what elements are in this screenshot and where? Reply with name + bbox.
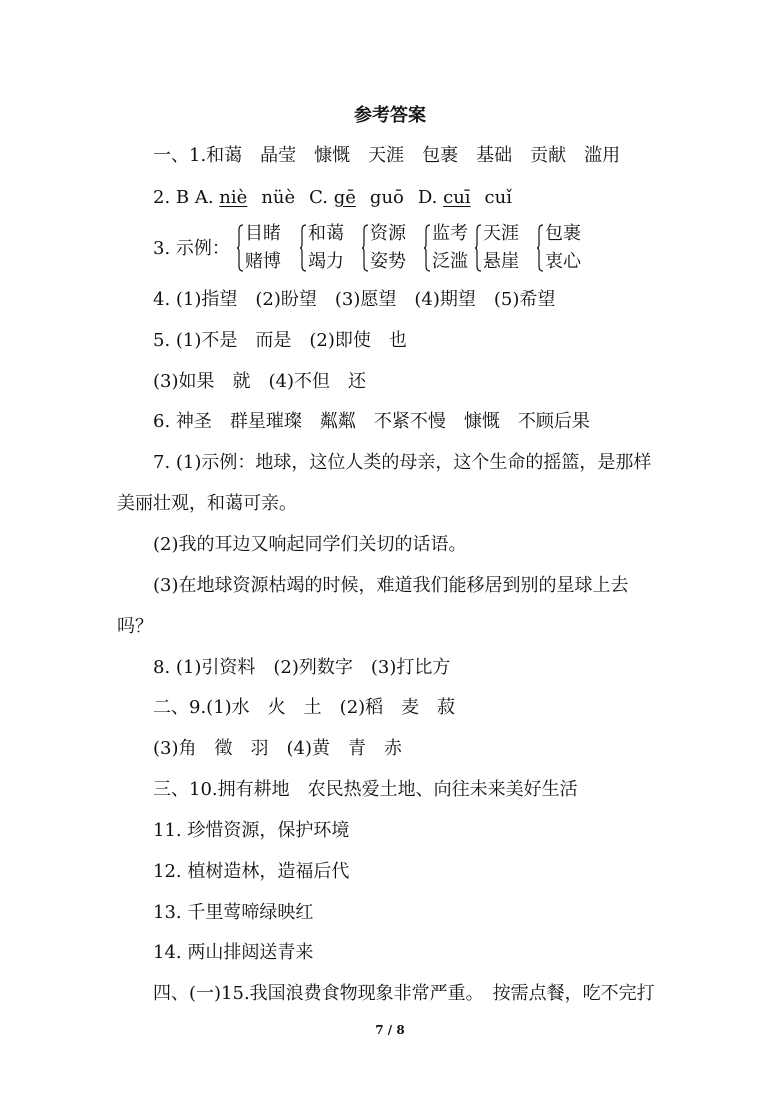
q3-word-bottom: 悬崖	[483, 251, 519, 272]
brace-icon	[475, 224, 481, 272]
q3-word-top: 资源	[370, 223, 406, 244]
q2-a2: nüè	[261, 187, 296, 208]
answer-q7-line5: 吗？	[117, 616, 153, 637]
q2-c2: guō	[369, 187, 404, 208]
q2-c1: gē	[333, 187, 356, 208]
q3-word-top: 目睹	[245, 223, 281, 244]
answer-q12: 12. 植树造林，造福后代	[153, 861, 350, 882]
q2-c-label: C.	[309, 187, 334, 208]
q3-word-top: 天涯	[483, 223, 519, 244]
q3-word-top: 和蔼	[308, 223, 344, 244]
q3-word-bottom: 赌博	[245, 251, 281, 272]
brace-icon	[537, 224, 543, 272]
answer-q9-part1: 二、9.(1)水 火 土 (2)稻 麦 菽	[153, 697, 456, 718]
brace-icon	[424, 224, 430, 272]
q3-word-top: 监考	[432, 223, 468, 244]
q3-word-bottom: 竭力	[308, 251, 344, 272]
q3-word-bottom: 泛滥	[432, 251, 468, 272]
q3-word-top: 包裹	[545, 223, 581, 244]
q2-d2: cuǐ	[484, 187, 512, 208]
q2-d1: cuī	[443, 187, 471, 208]
answer-q9-part2: (3)角 徵 羽 (4)黄 青 赤	[153, 738, 402, 759]
answer-q11: 11. 珍惜资源，保护环境	[153, 820, 350, 841]
brace-icon	[300, 224, 306, 272]
q3-label: 3. 示例：	[153, 238, 230, 259]
answer-q6: 6. 神圣 群星璀璨 粼粼 不紧不慢 慷慨 不顾后果	[153, 411, 590, 432]
answer-q7-line1: 7. (1)示例：地球，这位人类的母亲，这个生命的摇篮，是那样	[153, 452, 652, 473]
brace-icon	[362, 224, 368, 272]
q3-word-bottom: 衷心	[545, 251, 581, 272]
answer-q8: 8. (1)引资料 (2)列数字 (3)打比方	[153, 657, 451, 678]
brace-icon	[237, 224, 243, 272]
q2-d-label: D.	[417, 187, 444, 208]
answer-q7-line3: (2)我的耳边又响起同学们关切的话语。	[153, 534, 467, 555]
answer-q2	[153, 186, 512, 210]
q2-a1: niè	[219, 187, 248, 208]
q2-prefix: 2. B A.	[153, 187, 220, 208]
answer-q15: 四、(一)15.我国浪费食物现象非常严重。 按需点餐，吃不完打	[153, 983, 655, 1004]
q3-word-bottom: 姿势	[370, 251, 406, 272]
page-title: 参考答案	[354, 105, 426, 126]
answer-q4: 4. (1)指望 (2)盼望 (3)愿望 (4)期望 (5)希望	[153, 289, 556, 310]
answer-q1: 一、1.和蔼 晶莹 慷慨 天涯 包裹 基础 贡献 滥用	[153, 145, 621, 166]
answer-q7-line4: (3)在地球资源枯竭的时候，难道我们能移居到别的星球上去	[153, 575, 629, 596]
answer-q5-part2: (3)如果 就 (4)不但 还	[153, 371, 366, 392]
answer-q13: 13. 千里莺啼绿映红	[153, 902, 314, 923]
answer-q14: 14. 两山排闼送青来	[153, 942, 314, 963]
page-number: 7 / 8	[375, 1023, 405, 1037]
answer-q5-part1: 5. (1)不是 而是 (2)即使 也	[153, 330, 407, 351]
answer-q10: 三、10.拥有耕地 农民热爱土地、向往未来美好生活	[153, 779, 578, 800]
answer-q7-line2: 美丽壮观，和蔼可亲。	[117, 493, 297, 514]
